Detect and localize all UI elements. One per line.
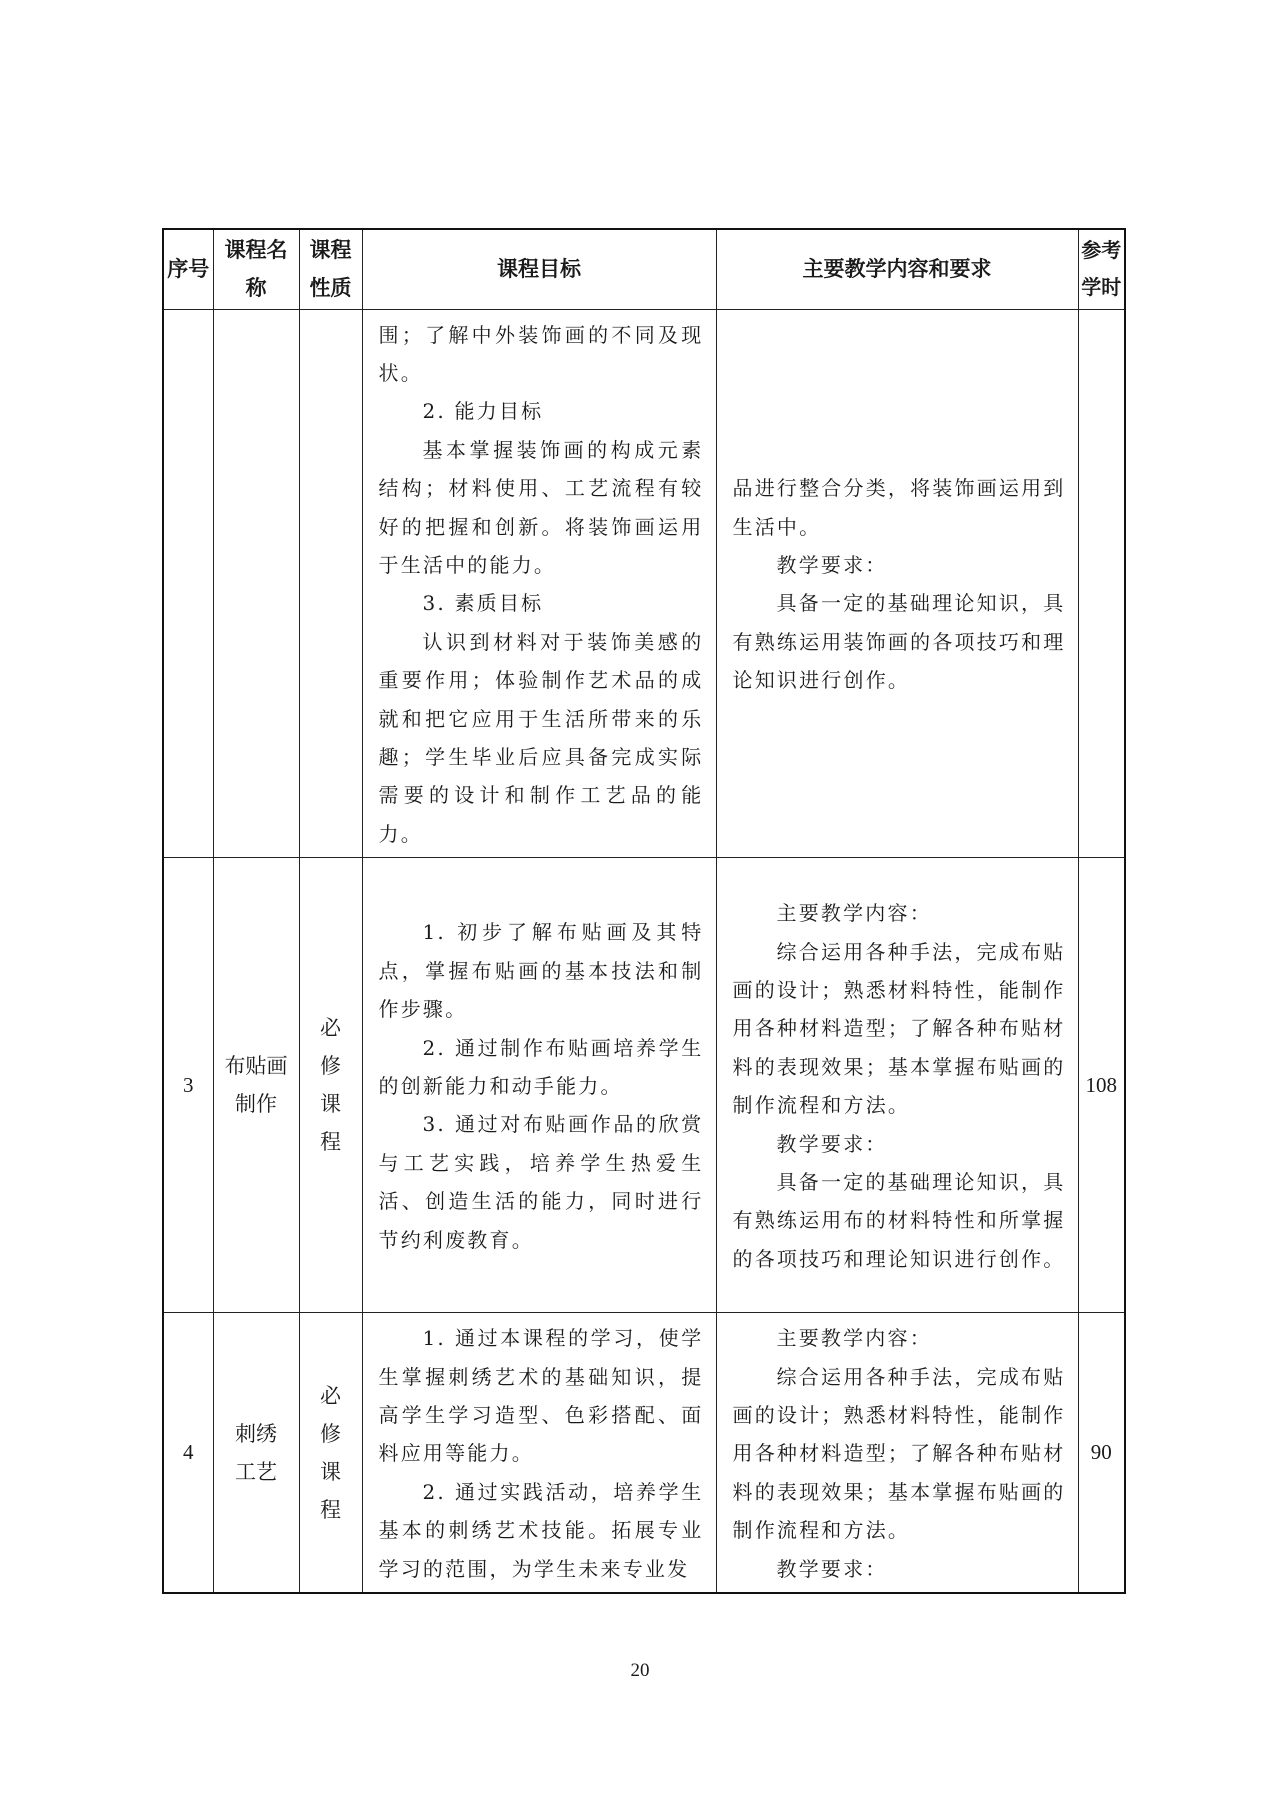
goal-paragraph: 2. 通过实践活动，培养学生基本的刺绣艺术技能。拓展专业学习的范围，为学生未来专业发 <box>378 1479 704 1581</box>
content-paragraph: 教学要求： <box>776 1556 888 1581</box>
course-nature-char: 程 <box>320 1130 341 1155</box>
cell-course-name <box>213 1313 299 1593</box>
header-course-name-line-1: 课程名 <box>224 237 288 263</box>
goal-paragraph: 基本掌握装饰画的构成元素结构；材料使用、工艺流程有较好的把握和创新。将装饰画运用于生活中的能力。 <box>378 437 704 577</box>
content-paragraph: 主要教学内容： <box>776 1326 932 1351</box>
header-course-nature-line-2: 性质 <box>309 275 352 301</box>
cell-course-goal <box>362 309 716 858</box>
course-nature-char: 修 <box>320 1421 341 1446</box>
header-reference-hours <box>1078 229 1125 309</box>
course-name-line-1: 刺绣 <box>235 1421 277 1446</box>
content-paragraph: 具备一定的基础理论知识，具有熟练运用布的材料特性和所掌握的各项技巧和理论知识进行创作。 <box>732 1170 1066 1271</box>
goal-paragraph: 认识到材料对于装饰美感的重要作用；体验制作艺术品的成就和把它应用于生活所带来的乐趣；学生毕业后应具备完成实际需要的设计和制作工艺品的能力。 <box>378 629 704 846</box>
table-row <box>163 1313 1125 1593</box>
header-reference-hours-line-1: 参考 <box>1081 238 1122 263</box>
header-seq: 序号 <box>163 229 213 309</box>
cell-course-name <box>213 858 299 1313</box>
cell-seq: 4 <box>163 1313 213 1593</box>
content-paragraph: 主要教学内容： <box>776 901 932 926</box>
course-name-line-1: 布贴画 <box>224 1054 288 1079</box>
cell-course-nature <box>299 858 362 1313</box>
content-paragraph: 教学要求： <box>776 552 888 577</box>
cell-teaching-content <box>716 309 1078 858</box>
goal-paragraph: 2. 能力目标 <box>422 399 544 424</box>
content-paragraph: 教学要求： <box>776 1131 888 1156</box>
content-paragraph: 品进行整合分类，将装饰画运用到生活中。 <box>732 476 1066 539</box>
header-course-name-line-2: 称 <box>245 275 267 301</box>
header-course-goal: 课程目标 <box>362 229 716 309</box>
goal-paragraph: 3. 素质目标 <box>422 591 544 616</box>
header-teaching-content: 主要教学内容和要求 <box>716 229 1078 309</box>
cell-teaching-content <box>716 1313 1078 1593</box>
header-course-name <box>213 229 299 309</box>
content-paragraph: 具备一定的基础理论知识，具有熟练运用装饰画的各项技巧和理论知识进行创作。 <box>732 591 1066 693</box>
course-nature-char: 修 <box>320 1054 341 1079</box>
goal-paragraph: 3. 通过对布贴画作品的欣赏与工艺实践，培养学生热爱生活、创造生活的能力，同时进行节约利废教育。 <box>378 1112 704 1252</box>
course-nature-char: 必 <box>320 1016 341 1041</box>
course-nature-char: 必 <box>320 1383 341 1408</box>
course-nature-char: 课 <box>320 1459 341 1484</box>
goal-paragraph: 围；了解中外装饰画的不同及现状。 <box>378 322 704 385</box>
cell-reference-hours <box>1078 309 1125 858</box>
course-nature-char: 程 <box>320 1497 341 1522</box>
goal-paragraph: 2. 通过制作布贴画培养学生的创新能力和动手能力。 <box>378 1035 704 1098</box>
cell-course-name <box>213 309 299 858</box>
cell-course-goal <box>362 858 716 1313</box>
content-paragraph: 综合运用各种手法，完成布贴画的设计；熟悉材料特性，能制作用各种材料造型；了解各种布贴材料的表现效果；基本掌握布贴画的制作流程和方法。 <box>732 939 1066 1118</box>
table-row <box>163 309 1125 858</box>
page-number: 20 <box>630 1660 650 1681</box>
cell-seq <box>163 309 213 858</box>
header-reference-hours-line-2: 学时 <box>1081 275 1122 300</box>
cell-reference-hours: 108 <box>1078 858 1125 1313</box>
cell-course-goal <box>362 1313 716 1593</box>
cell-course-nature <box>299 309 362 858</box>
goal-paragraph: 1. 通过本课程的学习，使学生掌握刺绣艺术的基础知识，提高学生学习造型、色彩搭配、面料应用等能力。 <box>378 1326 704 1466</box>
content-paragraph: 综合运用各种手法，完成布贴画的设计；熟悉材料特性，能制作用各种材料造型；了解各种布贴材料的表现效果；基本掌握布贴画的制作流程和方法。 <box>732 1364 1066 1543</box>
cell-reference-hours: 90 <box>1078 1313 1125 1593</box>
course-nature-char: 课 <box>320 1092 341 1117</box>
cell-seq: 3 <box>163 858 213 1313</box>
curriculum-table <box>162 228 1126 1594</box>
table-row <box>163 858 1125 1313</box>
header-course-nature-line-1: 课程 <box>309 237 352 263</box>
table-header-row <box>163 229 1125 309</box>
header-course-nature <box>299 229 362 309</box>
goal-paragraph: 1. 初步了解布贴画及其特点，掌握布贴画的基本技法和制作步骤。 <box>378 920 704 1022</box>
course-name-line-2: 制作 <box>235 1092 277 1117</box>
course-name-line-2: 工艺 <box>235 1459 277 1484</box>
cell-teaching-content <box>716 858 1078 1313</box>
cell-course-nature <box>299 1313 362 1593</box>
